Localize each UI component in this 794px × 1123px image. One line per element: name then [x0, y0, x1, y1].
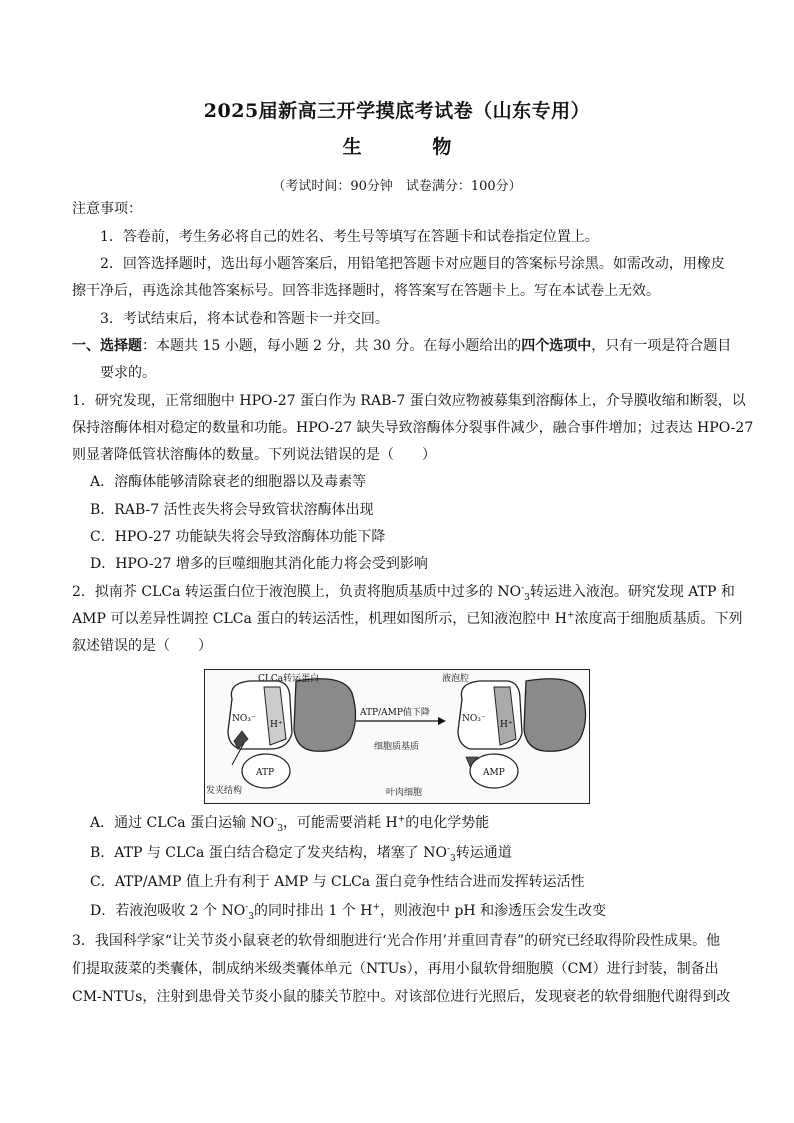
label-clca: CLCa转运蛋白 — [258, 674, 320, 684]
q1-stem-1: 1．研究发现，正常细胞中 HPO-27 蛋白作为 RAB-7 蛋白效应物被募集到溶酶体上，介导膜收缩和断裂，以 — [72, 393, 746, 409]
q2-stem-2b: 浓度高于细胞质基质。下列 — [574, 611, 743, 627]
right-transporter-right — [524, 679, 586, 752]
section-1-heading — [72, 336, 732, 356]
q2-a-c: 的电化学势能 — [405, 815, 490, 831]
sup-minus: - — [274, 814, 278, 825]
q2-b-b: 转运通道 — [455, 845, 512, 861]
q1-option-d: D．HPO-27 增多的巨噬细胞其消化能力将会受到影响 — [90, 556, 428, 572]
q1-option-c: C．HPO-27 功能缺失将会导致溶酶体功能下降 — [90, 529, 386, 545]
q2-a-b: ，可能需要消耗 H — [283, 815, 398, 831]
section-1-desc-b: ，只有一项是符合题目 — [591, 338, 732, 354]
label-no3-right: NO₃⁻ — [462, 714, 486, 724]
label-cytosol: 细胞质基质 — [374, 742, 420, 752]
q3-stem-3: CM-NTUs，注射到患骨关节炎小鼠的膝关节腔中。对该部位进行光照后，发现衰老的软骨细胞代谢得到改 — [72, 989, 731, 1005]
note-3: 3．考试结束后，将本试卷和答题卡一并交回。 — [100, 311, 389, 327]
q1-stem-3: 则显著降低管状溶酶体的数量。下列说法错误的是（ ） — [72, 447, 436, 463]
sup-minus: - — [447, 844, 451, 855]
q2-option-c: C．ATP/AMP 值上升有利于 AMP 与 CLCa 蛋白竞争性结合进而发挥转运活性 — [90, 874, 585, 890]
q3-stem-1: 3．我国科学家“让关节炎小鼠衰老的软骨细胞进行‘光合作用’并重回青春”的研究已经取得阶段性成果。他 — [72, 933, 721, 949]
note-1: 1．答卷前，考生务必将自己的姓名、考生号等填写在答题卡和试卷指定位置上。 — [100, 229, 599, 245]
label-no3-left: NO₃⁻ — [232, 714, 256, 724]
label-hairpin: 发夹结构 — [206, 786, 243, 796]
label-arrow: ATP/AMP值下降 — [360, 708, 430, 718]
left-transporter-right — [294, 679, 356, 752]
q3-stem-2: 们提取菠菜的类囊体，制成纳米级类囊体单元（NTUs），再用小鼠软骨细胞膜（CM）进行封装，制备出 — [72, 961, 719, 977]
section-1-desc-a: ：本题共 15 小题，每小题 2 分，共 30 分。在每小题给出的 — [142, 338, 522, 354]
q2-a-a: A．通过 CLCa 蛋白运输 NO — [90, 815, 275, 831]
label-h-left: H⁺ — [270, 720, 283, 730]
q2-stem-1a: 2．拟南芥 CLCa 转运蛋白位于液泡膜上，负责将胞质基质中过多的 NO — [72, 584, 522, 600]
section-1-label: 一、选择题 — [72, 338, 142, 354]
sup-plus: + — [566, 610, 575, 621]
label-vacuole: 液泡腔 — [442, 674, 470, 684]
exam-info: （考试时间：90分钟 试卷满分：100分） — [272, 179, 522, 194]
figure-svg — [204, 669, 590, 804]
sup-minus: - — [521, 583, 525, 594]
q1-option-a: A．溶酶体能够清除衰老的细胞器以及毒素等 — [90, 474, 367, 490]
q2-option-d — [90, 901, 750, 921]
note-2-line-1: 2．回答选择题时，选出每小题答案后，用铅笔把答题卡对应题目的答案标号涂黑。如需改动，用橡皮 — [100, 256, 725, 272]
q2-stem-3: 叙述错误的是（ ） — [72, 638, 212, 654]
q2-stem-1b: 转运进入液泡。研究发现 ATP 和 — [529, 584, 735, 600]
label-amp: AMP — [483, 768, 505, 778]
label-cell: 叶肉细胞 — [386, 788, 423, 798]
exam-title: 2025届新高三开学摸底考试卷（山东专用） — [203, 100, 591, 122]
subject-char-1: 生 — [342, 136, 362, 158]
q2-stem-2a: AMP 可以差异性调控 CLCa 蛋白的转运活性，机理如图所示，已知液泡腔中 H — [72, 611, 567, 627]
label-h-right: H⁺ — [500, 720, 513, 730]
q2-d-c: ，则液泡中 pH 和渗透压会发生改变 — [380, 903, 607, 919]
sub-3: 3 — [524, 592, 530, 603]
subject-char-2: 物 — [432, 136, 452, 158]
q2-stem-1 — [72, 582, 735, 603]
q1-stem-2: 保持溶酶体相对稳定的数量和功能。HPO-27 缺失导致溶酶体分裂事件减少，融合事件增加；过表达 HPO-27 — [72, 420, 754, 436]
q2-option-b — [90, 843, 750, 863]
note-2-line-2: 擦干净后，再选涂其他答案标号。回答非选择题时，将答案写在答题卡上。写在本试卷上无效。 — [72, 283, 660, 299]
clca-mechanism-figure — [204, 669, 590, 804]
label-atp: ATP — [256, 768, 275, 778]
sub-3: 3 — [450, 853, 456, 864]
section-1-desc-bold: 四个选项中 — [521, 338, 592, 354]
sup-minus: - — [245, 902, 249, 913]
q2-option-a — [90, 813, 750, 833]
q1-option-b: B．RAB-7 活性丧失将会导致管状溶酶体出现 — [90, 502, 374, 518]
subject-heading — [0, 132, 794, 159]
sub-3: 3 — [248, 911, 254, 922]
sub-3: 3 — [277, 823, 284, 834]
notes-heading: 注意事项： — [72, 201, 142, 217]
q2-b-a: B．ATP 与 CLCa 蛋白结合稳定了发夹结构，堵塞了 NO — [90, 845, 447, 861]
q2-d-a: D．若液泡吸收 2 个 NO — [90, 903, 246, 919]
sup-plus: + — [397, 814, 406, 825]
q2-d-b: 的同时排出 1 个 H — [254, 903, 373, 919]
q2-stem-2 — [72, 609, 743, 629]
sup-plus: + — [372, 902, 381, 913]
section-1-desc-c: 要求的。 — [100, 365, 156, 381]
